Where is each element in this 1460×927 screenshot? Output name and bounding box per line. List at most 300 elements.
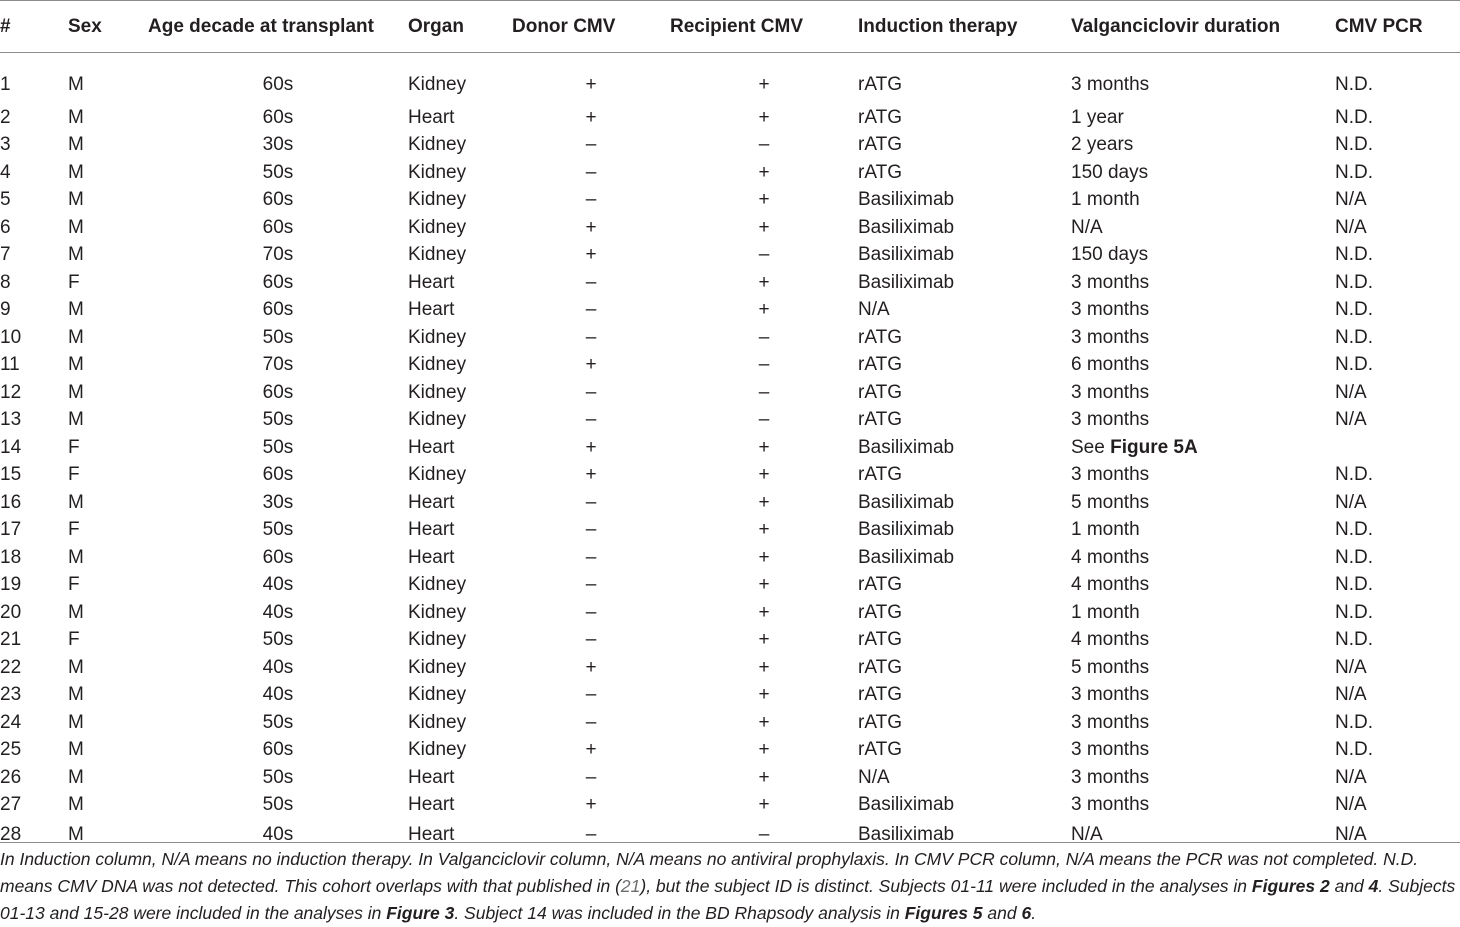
cell-valganciclovir-duration: 4 months xyxy=(1071,546,1150,568)
table-row xyxy=(0,517,1460,545)
cell-sex: M xyxy=(68,409,84,431)
cell-organ: Kidney xyxy=(408,189,467,211)
cell-induction-therapy: rATG xyxy=(858,381,902,403)
cell-organ: Heart xyxy=(408,824,455,845)
cell-recipient-cmv: – xyxy=(758,824,770,845)
cell-cmv-pcr: N.D. xyxy=(1335,244,1373,266)
cell-valganciclovir-duration: 3 months xyxy=(1071,271,1150,293)
cell-induction-therapy: rATG xyxy=(858,601,902,623)
cell-donor-cmv: – xyxy=(585,574,597,596)
cell-number: 26 xyxy=(0,766,22,788)
cell-induction-therapy: rATG xyxy=(858,464,902,486)
cell-age-decade: 60s xyxy=(262,106,294,128)
table-row xyxy=(0,242,1460,270)
cell-recipient-cmv: + xyxy=(758,629,770,651)
cell-cmv-pcr: N/A xyxy=(1335,794,1367,816)
footnote-text: and xyxy=(982,903,1022,923)
cell-cmv-pcr: N.D. xyxy=(1335,326,1373,348)
cell-cmv-pcr: N/A xyxy=(1335,766,1367,788)
cell-sex: M xyxy=(68,766,84,788)
cell-valganciclovir-duration: 3 months xyxy=(1071,464,1150,486)
table-row xyxy=(0,544,1460,572)
cell-age-decade: 40s xyxy=(262,684,294,706)
cell-valganciclovir-duration: 1 month xyxy=(1071,519,1140,541)
cell-donor-cmv: – xyxy=(585,381,597,403)
cell-recipient-cmv: – xyxy=(758,244,770,266)
cell-induction-therapy: rATG xyxy=(858,326,902,348)
cell-valganciclovir-duration: 3 months xyxy=(1071,684,1150,706)
cell-recipient-cmv: + xyxy=(758,656,770,678)
cell-age-decade: 50s xyxy=(262,766,294,788)
cell-donor-cmv: – xyxy=(585,601,597,623)
cell-age-decade: 50s xyxy=(262,711,294,733)
cell-number: 18 xyxy=(0,546,22,568)
figure-link[interactable]: Figure 5A xyxy=(1110,436,1198,458)
figure-link[interactable]: Figure 3 xyxy=(386,903,455,923)
table-row xyxy=(0,599,1460,627)
see-prefix: See xyxy=(1071,436,1111,458)
cell-sex: M xyxy=(68,656,84,678)
cell-number: 10 xyxy=(0,326,22,348)
cell-cmv-pcr: N.D. xyxy=(1335,519,1373,541)
cell-induction-therapy: rATG xyxy=(858,739,902,761)
cell-age-decade: 40s xyxy=(262,656,294,678)
cell-age-decade: 40s xyxy=(262,601,294,623)
cell-age-decade: 50s xyxy=(262,794,294,816)
cell-number: 22 xyxy=(0,656,22,678)
cell-valganciclovir-duration: 6 months xyxy=(1071,354,1150,376)
cell-age-decade: 40s xyxy=(262,824,294,845)
cell-cmv-pcr: N/A xyxy=(1335,684,1367,706)
cell-recipient-cmv: + xyxy=(758,766,770,788)
cell-number: 3 xyxy=(0,134,11,156)
footnote-text: . Subjects 01-13 and 15-28 were included in the analyses in xyxy=(0,876,1456,923)
cell-number: 5 xyxy=(0,189,11,211)
cell-organ: Kidney xyxy=(408,161,467,183)
cell-age-decade: 60s xyxy=(262,189,294,211)
figure-link[interactable]: 4 xyxy=(1368,876,1379,896)
cell-donor-cmv: – xyxy=(585,629,597,651)
cell-organ: Heart xyxy=(408,491,455,513)
table-row xyxy=(0,297,1460,325)
cell-recipient-cmv: – xyxy=(758,134,770,156)
cell-age-decade: 60s xyxy=(262,216,294,238)
cell-donor-cmv: + xyxy=(585,106,597,128)
footnote-text: In Induction column, N/A means no induction therapy. In Valganciclovir column, N/A means no antiviral prophylaxis. In CMV PCR column, N/A means the PCR was not completed. N.D. means CMV DNA was not detected. This cohort overlaps with that published in ( xyxy=(0,849,1419,896)
cell-valganciclovir-duration: 1 year xyxy=(1071,106,1124,128)
cell-sex: M xyxy=(68,299,84,321)
table-row xyxy=(0,654,1460,682)
cell-induction-therapy: rATG xyxy=(858,409,902,431)
cell-number: 11 xyxy=(0,354,20,376)
table-row xyxy=(0,572,1460,600)
cell-recipient-cmv: + xyxy=(758,601,770,623)
cell-induction-therapy: Basiliximab xyxy=(858,436,955,458)
table-row xyxy=(0,379,1460,407)
cell-cmv-pcr: N.D. xyxy=(1335,464,1373,486)
cell-cmv-pcr: N.D. xyxy=(1335,74,1373,95)
cell-donor-cmv: + xyxy=(585,74,597,95)
cell-valganciclovir-duration xyxy=(1071,434,1335,462)
cell-induction-therapy: rATG xyxy=(858,656,902,678)
cell-induction-therapy: N/A xyxy=(858,766,890,788)
cell-recipient-cmv: + xyxy=(758,271,770,293)
table-row xyxy=(0,132,1460,160)
table-footnote xyxy=(0,846,1460,927)
cell-cmv-pcr: N/A xyxy=(1335,381,1367,403)
cell-induction-therapy: rATG xyxy=(858,574,902,596)
cell-recipient-cmv: + xyxy=(758,189,770,211)
header-donor-cmv: Donor CMV xyxy=(512,1,670,53)
cell-age-decade: 70s xyxy=(262,354,294,376)
cell-organ: Kidney xyxy=(408,684,467,706)
cell-donor-cmv: + xyxy=(585,216,597,238)
cell-sex: M xyxy=(68,684,84,706)
cell-recipient-cmv: + xyxy=(758,519,770,541)
cell-cmv-pcr: N.D. xyxy=(1335,106,1373,128)
header-cmv-pcr: CMV PCR xyxy=(1335,1,1460,53)
cell-valganciclovir-duration: 3 months xyxy=(1071,299,1150,321)
cell-organ: Heart xyxy=(408,519,455,541)
cell-age-decade: 60s xyxy=(262,546,294,568)
cell-cmv-pcr: N.D. xyxy=(1335,739,1373,761)
cell-sex: M xyxy=(68,381,84,403)
cell-organ: Kidney xyxy=(408,574,467,596)
footnote-text: . Subject 14 was included in the BD Rhapsody analysis in xyxy=(454,903,905,923)
cell-sex: M xyxy=(68,711,84,733)
cell-cmv-pcr: N.D. xyxy=(1335,271,1373,293)
cell-induction-therapy: Basiliximab xyxy=(858,546,955,568)
cell-valganciclovir-duration: 4 months xyxy=(1071,629,1150,651)
cell-recipient-cmv: + xyxy=(758,464,770,486)
cell-recipient-cmv: + xyxy=(758,546,770,568)
cell-age-decade: 50s xyxy=(262,519,294,541)
cell-sex: F xyxy=(68,629,80,651)
cell-number: 17 xyxy=(0,519,22,541)
header-age-decade: Age decade at transplant xyxy=(148,1,408,53)
cell-valganciclovir-duration: 150 days xyxy=(1071,244,1149,266)
cell-sex: M xyxy=(68,74,84,95)
table-row xyxy=(0,269,1460,297)
cell-number: 19 xyxy=(0,574,22,596)
cell-number: 12 xyxy=(0,381,22,403)
cell-number: 1 xyxy=(0,74,11,95)
cell-donor-cmv: + xyxy=(585,436,597,458)
cell-valganciclovir-duration: N/A xyxy=(1071,216,1103,238)
cell-organ: Heart xyxy=(408,106,455,128)
table-row xyxy=(0,159,1460,187)
table-row xyxy=(0,104,1460,132)
footnote-text: . xyxy=(1031,903,1037,923)
cell-age-decade: 50s xyxy=(262,629,294,651)
cell-recipient-cmv: – xyxy=(758,409,770,431)
table-row xyxy=(0,682,1460,710)
cell-recipient-cmv: – xyxy=(758,381,770,403)
cell-organ: Heart xyxy=(408,271,455,293)
cell-cmv-pcr: N/A xyxy=(1335,189,1367,211)
figure-link[interactable]: Figures 5 xyxy=(904,903,983,923)
table-row xyxy=(0,53,1460,105)
figure-link[interactable]: 6 xyxy=(1021,903,1032,923)
cell-sex: M xyxy=(68,326,84,348)
cell-number: 7 xyxy=(0,244,11,266)
cell-donor-cmv: + xyxy=(585,464,597,486)
cell-number: 16 xyxy=(0,491,22,513)
cell-number: 15 xyxy=(0,464,22,486)
cell-age-decade: 50s xyxy=(262,409,294,431)
cell-number: 2 xyxy=(0,106,11,128)
cell-recipient-cmv: + xyxy=(758,216,770,238)
cell-sex: F xyxy=(68,464,80,486)
cell-sex: M xyxy=(68,244,84,266)
cell-valganciclovir-duration: 3 months xyxy=(1071,739,1150,761)
cell-sex: M xyxy=(68,794,84,816)
cell-number: 27 xyxy=(0,794,22,816)
cell-valganciclovir-duration: 3 months xyxy=(1071,326,1150,348)
cell-donor-cmv: – xyxy=(585,134,597,156)
cell-sex: M xyxy=(68,354,84,376)
cell-age-decade: 50s xyxy=(262,436,294,458)
cell-induction-therapy: rATG xyxy=(858,161,902,183)
cell-age-decade: 30s xyxy=(262,134,294,156)
figure-link[interactable]: Figures 2 xyxy=(1251,876,1330,896)
cell-valganciclovir-duration: 3 months xyxy=(1071,409,1150,431)
cell-organ: Heart xyxy=(408,546,455,568)
cell-organ: Kidney xyxy=(408,739,467,761)
cell-induction-therapy: rATG xyxy=(858,74,902,95)
cell-donor-cmv: – xyxy=(585,824,597,845)
cell-organ: Kidney xyxy=(408,629,467,651)
cell-donor-cmv: + xyxy=(585,354,597,376)
cell-number: 25 xyxy=(0,739,22,761)
cell-number: 9 xyxy=(0,299,11,321)
cell-number: 6 xyxy=(0,216,11,238)
cell-age-decade: 60s xyxy=(262,271,294,293)
cell-donor-cmv: – xyxy=(585,409,597,431)
cell-donor-cmv: – xyxy=(585,271,597,293)
cell-donor-cmv: + xyxy=(585,794,597,816)
cell-valganciclovir-duration: 2 years xyxy=(1071,134,1134,156)
cell-cmv-pcr: N.D. xyxy=(1335,161,1373,183)
cell-age-decade: 70s xyxy=(262,244,294,266)
cell-recipient-cmv: – xyxy=(758,354,770,376)
cell-organ: Kidney xyxy=(408,711,467,733)
cell-organ: Heart xyxy=(408,436,455,458)
cell-cmv-pcr: N/A xyxy=(1335,491,1367,513)
cell-organ: Kidney xyxy=(408,464,467,486)
table-row xyxy=(0,352,1460,380)
cell-donor-cmv: – xyxy=(585,546,597,568)
cell-induction-therapy: rATG xyxy=(858,684,902,706)
cell-recipient-cmv: + xyxy=(758,574,770,596)
cell-induction-therapy: Basiliximab xyxy=(858,794,955,816)
cell-cmv-pcr xyxy=(1335,434,1460,462)
cell-organ: Kidney xyxy=(408,354,467,376)
cell-number: 8 xyxy=(0,271,11,293)
header-number: # xyxy=(0,1,68,53)
table-row xyxy=(0,737,1460,765)
cell-recipient-cmv: + xyxy=(758,684,770,706)
header-induction-therapy: Induction therapy xyxy=(858,1,1071,53)
cell-sex: M xyxy=(68,491,84,513)
cell-valganciclovir-duration: 3 months xyxy=(1071,74,1150,95)
cell-cmv-pcr: N.D. xyxy=(1335,134,1373,156)
cell-age-decade: 30s xyxy=(262,491,294,513)
cell-organ: Kidney xyxy=(408,244,467,266)
cell-age-decade: 50s xyxy=(262,161,294,183)
cell-recipient-cmv: – xyxy=(758,326,770,348)
cell-organ: Kidney xyxy=(408,74,467,95)
cell-organ: Heart xyxy=(408,794,455,816)
cell-induction-therapy: Basiliximab xyxy=(858,824,955,845)
cell-sex: F xyxy=(68,574,80,596)
table-row xyxy=(0,214,1460,242)
cell-age-decade: 60s xyxy=(262,381,294,403)
cell-induction-therapy: rATG xyxy=(858,134,902,156)
cell-number: 21 xyxy=(0,629,22,651)
cell-valganciclovir-duration: 3 months xyxy=(1071,711,1150,733)
cell-donor-cmv: – xyxy=(585,189,597,211)
cell-organ: Kidney xyxy=(408,326,467,348)
cell-valganciclovir-duration: 3 months xyxy=(1071,766,1150,788)
cell-donor-cmv: + xyxy=(585,739,597,761)
cell-valganciclovir-duration: 1 month xyxy=(1071,601,1140,623)
cell-recipient-cmv: + xyxy=(758,299,770,321)
cell-sex: M xyxy=(68,189,84,211)
cell-donor-cmv: – xyxy=(585,684,597,706)
table-row xyxy=(0,709,1460,737)
cell-organ: Kidney xyxy=(408,409,467,431)
cell-organ: Heart xyxy=(408,766,455,788)
cell-recipient-cmv: + xyxy=(758,436,770,458)
cell-cmv-pcr: N/A xyxy=(1335,824,1367,845)
table-row xyxy=(0,187,1460,215)
cell-number: 13 xyxy=(0,409,22,431)
cell-age-decade: 60s xyxy=(262,74,294,95)
cell-sex: M xyxy=(68,824,84,845)
cell-valganciclovir-duration: 3 months xyxy=(1071,381,1150,403)
cell-induction-therapy: Basiliximab xyxy=(858,271,955,293)
cell-cmv-pcr: N.D. xyxy=(1335,711,1373,733)
cell-sex: M xyxy=(68,216,84,238)
cell-donor-cmv: – xyxy=(585,711,597,733)
cell-recipient-cmv: + xyxy=(758,106,770,128)
cell-organ: Kidney xyxy=(408,601,467,623)
cell-valganciclovir-duration: 4 months xyxy=(1071,574,1150,596)
cell-number: 14 xyxy=(0,436,22,458)
table-row xyxy=(0,489,1460,517)
cell-donor-cmv: – xyxy=(585,519,597,541)
table-row xyxy=(0,764,1460,792)
cell-cmv-pcr: N.D. xyxy=(1335,574,1373,596)
cell-induction-therapy: Basiliximab xyxy=(858,491,955,513)
cell-recipient-cmv: + xyxy=(758,711,770,733)
cell-donor-cmv: – xyxy=(585,491,597,513)
cell-valganciclovir-duration: 1 month xyxy=(1071,189,1140,211)
cell-sex: F xyxy=(68,271,80,293)
cell-number: 24 xyxy=(0,711,22,733)
cell-donor-cmv: + xyxy=(585,244,597,266)
cell-valganciclovir-duration: 150 days xyxy=(1071,161,1149,183)
cell-recipient-cmv: + xyxy=(758,794,770,816)
cell-induction-therapy: Basiliximab xyxy=(858,244,955,266)
cell-induction-therapy: rATG xyxy=(858,629,902,651)
table-body xyxy=(0,53,1460,852)
cell-recipient-cmv: + xyxy=(758,739,770,761)
table-row xyxy=(0,627,1460,655)
cell-organ: Kidney xyxy=(408,216,467,238)
cell-cmv-pcr: N.D. xyxy=(1335,354,1373,376)
cell-organ: Kidney xyxy=(408,381,467,403)
cell-valganciclovir-duration: 5 months xyxy=(1071,656,1150,678)
cell-organ: Kidney xyxy=(408,656,467,678)
cell-induction-therapy: rATG xyxy=(858,711,902,733)
cell-recipient-cmv: + xyxy=(758,491,770,513)
cell-age-decade: 50s xyxy=(262,326,294,348)
header-recipient-cmv: Recipient CMV xyxy=(670,1,858,53)
cell-sex: M xyxy=(68,161,84,183)
cell-induction-therapy: Basiliximab xyxy=(858,189,955,211)
cell-donor-cmv: – xyxy=(585,766,597,788)
cell-sex: M xyxy=(68,134,84,156)
cell-sex: F xyxy=(68,519,80,541)
cell-donor-cmv: – xyxy=(585,326,597,348)
table-row xyxy=(0,407,1460,435)
cell-cmv-pcr: N.D. xyxy=(1335,629,1373,651)
cell-induction-therapy: Basiliximab xyxy=(858,216,955,238)
cell-sex: F xyxy=(68,436,80,458)
reference-link[interactable]: 21 xyxy=(620,876,641,896)
cell-recipient-cmv: + xyxy=(758,74,770,95)
header-valganciclovir-duration: Valganciclovir duration xyxy=(1071,1,1335,53)
cell-age-decade: 60s xyxy=(262,464,294,486)
cell-valganciclovir-duration: 5 months xyxy=(1071,491,1150,513)
cell-number: 28 xyxy=(0,824,22,845)
cell-valganciclovir-duration: N/A xyxy=(1071,824,1103,845)
cell-induction-therapy: rATG xyxy=(858,354,902,376)
cell-number: 23 xyxy=(0,684,22,706)
table-row xyxy=(0,462,1460,490)
cell-number: 4 xyxy=(0,161,11,183)
cell-cmv-pcr: N.D. xyxy=(1335,546,1373,568)
table-row xyxy=(0,434,1460,462)
cell-cmv-pcr: N/A xyxy=(1335,409,1367,431)
cell-donor-cmv: – xyxy=(585,161,597,183)
cell-sex: M xyxy=(68,739,84,761)
header-sex: Sex xyxy=(68,1,148,53)
cell-induction-therapy: Basiliximab xyxy=(858,519,955,541)
table-row xyxy=(0,792,1460,820)
cell-sex: M xyxy=(68,106,84,128)
cell-cmv-pcr: N/A xyxy=(1335,216,1367,238)
cell-recipient-cmv: + xyxy=(758,161,770,183)
cell-cmv-pcr: N.D. xyxy=(1335,299,1373,321)
cell-valganciclovir-duration: 3 months xyxy=(1071,794,1150,816)
table-row xyxy=(0,324,1460,352)
cell-organ: Kidney xyxy=(408,134,467,156)
table-header-row xyxy=(0,1,1460,53)
cell-induction-therapy: N/A xyxy=(858,299,890,321)
cell-induction-therapy: rATG xyxy=(858,106,902,128)
header-organ: Organ xyxy=(408,1,512,53)
cell-sex: M xyxy=(68,546,84,568)
footnote-text: and xyxy=(1329,876,1369,896)
cell-sex: M xyxy=(68,601,84,623)
cell-age-decade: 60s xyxy=(262,299,294,321)
footnote-text: ), but the subject ID is distinct. Subjects 01-11 were included in the analyses in xyxy=(640,876,1252,896)
cell-donor-cmv: – xyxy=(585,299,597,321)
cell-donor-cmv: + xyxy=(585,656,597,678)
